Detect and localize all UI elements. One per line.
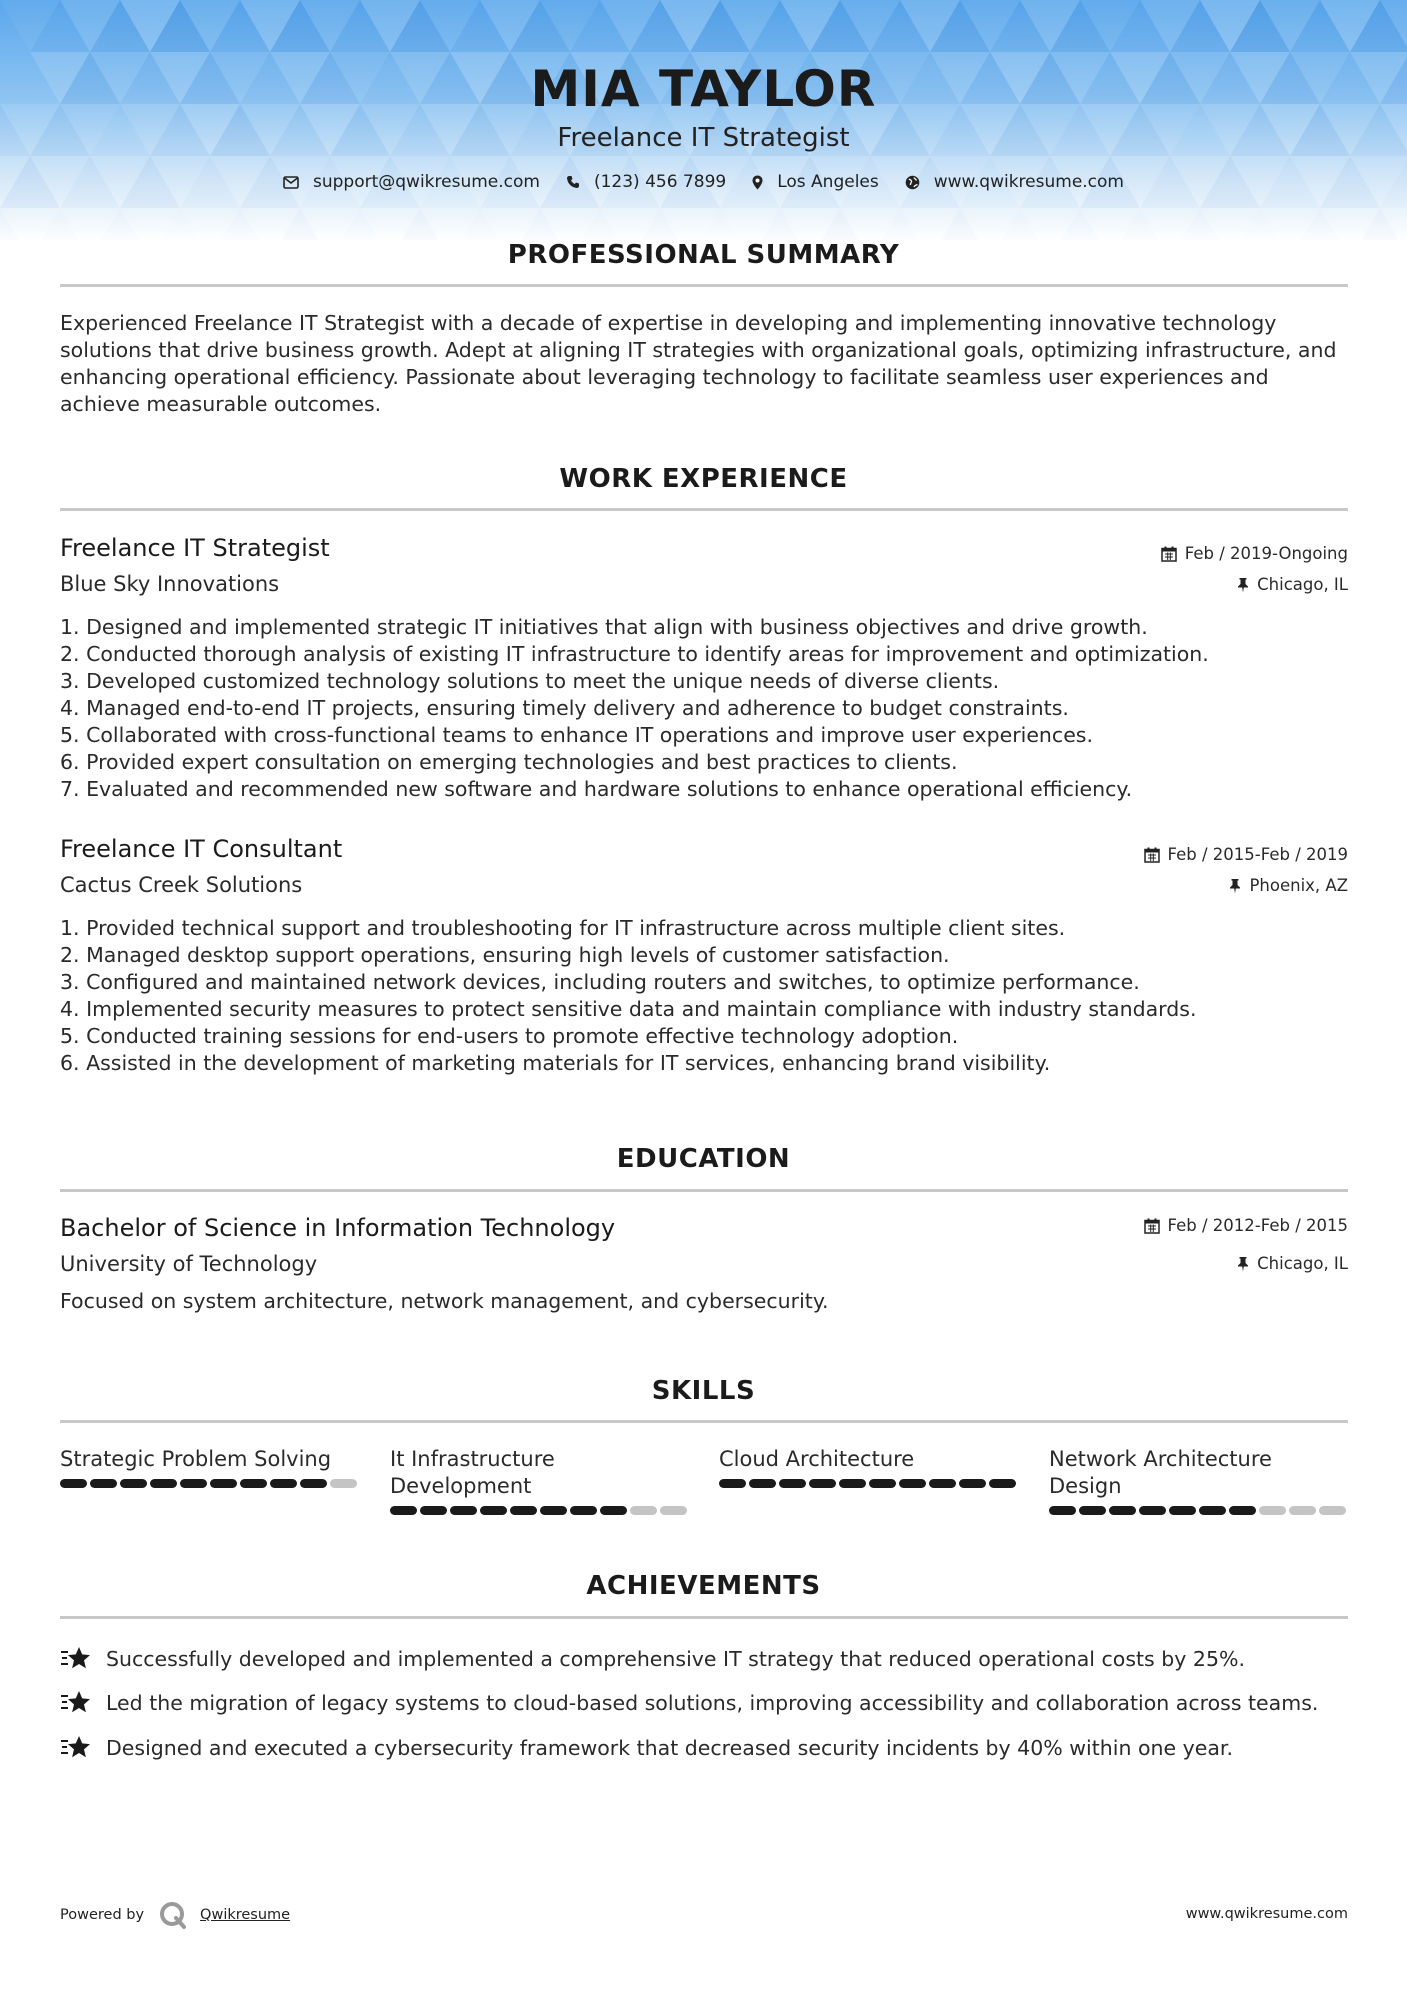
skill-segment-filled — [600, 1506, 627, 1515]
skill-level-bar — [60, 1479, 360, 1488]
education-description: Focused on system architecture, network management, and cybersecurity. — [60, 1289, 829, 1313]
achievement-item — [60, 1734, 1233, 1762]
job-location — [1229, 876, 1348, 895]
qwikresume-link[interactable]: Qwikresume — [200, 1907, 291, 1923]
skill-segment-empty — [330, 1479, 357, 1488]
summary-text: Experienced Freelance IT Strategist with a decade of expertise in developing and implementing innovative technology solutions that drive business growth. Adept at aligning IT strategies with organizational goals, optimizing infrastructure, and enhancing operational efficiency. Passionate about leveraging technology to facilitate seamless user experiences and achieve measurable outcomes. — [60, 311, 1337, 416]
skill-segment-filled — [1139, 1506, 1166, 1515]
section-divider — [60, 1420, 1348, 1423]
section-title-skills: SKILLS — [651, 1376, 756, 1406]
skill-segment-empty — [660, 1506, 687, 1515]
skill-segment-filled — [240, 1479, 267, 1488]
achievement-text: Designed and executed a cybersecurity framework that decreased security incidents by 40% within one year. — [106, 1736, 1233, 1760]
education-dates — [1144, 1216, 1348, 1235]
list-item: 3. Developed customized technology solutions to meet the unique needs of diverse clients. — [60, 669, 1000, 693]
contact-email[interactable] — [283, 172, 540, 192]
job-dates-text: Feb / 2019-Ongoing — [1184, 544, 1348, 563]
education-dates-text: Feb / 2012-Feb / 2015 — [1167, 1216, 1348, 1235]
skill-segment-filled — [210, 1479, 237, 1488]
skill-segment-filled — [1199, 1506, 1226, 1515]
candidate-name: MIA TAYLOR — [530, 60, 877, 118]
skill-segment-empty — [1259, 1506, 1286, 1515]
degree-title: Bachelor of Science in Information Technology — [60, 1214, 616, 1242]
skill-segment-filled — [480, 1506, 507, 1515]
education-location-text: Chicago, IL — [1257, 1254, 1348, 1273]
section-divider — [60, 284, 1348, 287]
skill-segment-empty — [1289, 1506, 1316, 1515]
skill-name: Strategic Problem Solving — [60, 1447, 332, 1471]
email-text: support@qwikresume.com — [313, 172, 540, 192]
list-item: 1. Provided technical support and troubleshooting for IT infrastructure across multiple client sites. — [60, 916, 1066, 940]
list-item: 2. Managed desktop support operations, ensuring high levels of customer satisfaction. — [60, 943, 950, 967]
company-name: Blue Sky Innovations — [60, 572, 280, 596]
list-item: 7. Evaluated and recommended new software and hardware solutions to enhance operational efficiency. — [60, 777, 1133, 801]
job-location-text: Chicago, IL — [1257, 575, 1348, 594]
list-item: 5. Collaborated with cross-functional teams to enhance IT operations and improve user experiences. — [60, 723, 1094, 747]
skill-segment-filled — [450, 1506, 477, 1515]
phone-icon — [566, 175, 580, 189]
achievement-item — [60, 1689, 1318, 1717]
job-location-text: Phoenix, AZ — [1249, 876, 1348, 895]
list-item: 4. Implemented security measures to protect sensitive data and maintain compliance with industry standards. — [60, 997, 1197, 1021]
section-divider — [60, 508, 1348, 511]
website-text: www.qwikresume.com — [933, 172, 1124, 192]
skill-segment-filled — [809, 1479, 836, 1488]
footer-website[interactable]: www.qwikresume.com — [1185, 1906, 1348, 1922]
skill-segment-filled — [570, 1506, 597, 1515]
skill-segment-filled — [300, 1479, 327, 1488]
achievement-item — [60, 1645, 1245, 1673]
skill-level-bar — [1049, 1506, 1349, 1515]
skill-segment-filled — [989, 1479, 1016, 1488]
list-item: 1. Designed and implemented strategic IT initiatives that align with business objectives and drive growth. — [60, 615, 1148, 639]
pushpin-icon — [1237, 1256, 1249, 1272]
footer-powered-by — [60, 1900, 290, 1930]
skill-segment-filled — [779, 1479, 806, 1488]
skill-name: It Infrastructure Development — [390, 1447, 555, 1498]
contact-row — [0, 172, 1407, 192]
skill-segment-filled — [180, 1479, 207, 1488]
job-bullets — [60, 915, 1360, 1077]
map-marker-icon — [752, 175, 763, 190]
skill-segment-filled — [420, 1506, 447, 1515]
globe-icon — [905, 175, 920, 190]
section-divider — [60, 1616, 1348, 1619]
section-title-experience: WORK EXPERIENCE — [559, 464, 848, 494]
contact-phone[interactable] — [566, 172, 726, 192]
skill-name: Cloud Architecture — [719, 1447, 915, 1471]
skill-segment-filled — [150, 1479, 177, 1488]
school-name: University of Technology — [60, 1252, 318, 1276]
skill-segment-filled — [1229, 1506, 1256, 1515]
qwikresume-logo-icon — [158, 1900, 188, 1930]
list-item: 5. Conducted training sessions for end-users to promote effective technology adoption. — [60, 1024, 959, 1048]
skill-name: Network Architecture Design — [1049, 1447, 1272, 1498]
job-dates — [1144, 845, 1348, 864]
skill-segment-filled — [120, 1479, 147, 1488]
skill-segment-filled — [390, 1506, 417, 1515]
phone-text: (123) 456 7899 — [593, 172, 727, 192]
skill-segment-filled — [1169, 1506, 1196, 1515]
skill-segment-filled — [270, 1479, 297, 1488]
envelope-icon — [283, 176, 299, 189]
skill-item — [719, 1446, 1019, 1488]
section-title-achievements: ACHIEVEMENTS — [586, 1571, 821, 1601]
skill-item — [390, 1446, 690, 1515]
star-icon — [60, 1734, 92, 1762]
skill-segment-filled — [869, 1479, 896, 1488]
star-icon — [60, 1645, 92, 1673]
list-item: 6. Provided expert consultation on emerging technologies and best practices to clients. — [60, 750, 958, 774]
skill-segment-empty — [1319, 1506, 1346, 1515]
calendar-icon — [1144, 847, 1160, 863]
skill-segment-filled — [540, 1506, 567, 1515]
job-location — [1237, 575, 1348, 594]
achievement-text: Successfully developed and implemented a comprehensive IT strategy that reduced operational costs by 25%. — [106, 1647, 1245, 1671]
skill-segment-filled — [60, 1479, 87, 1488]
contact-location — [752, 172, 879, 192]
skill-segment-filled — [1049, 1506, 1076, 1515]
resume-header — [0, 58, 1407, 154]
section-title-summary: PROFESSIONAL SUMMARY — [507, 240, 900, 270]
calendar-icon — [1161, 546, 1177, 562]
skill-level-bar — [719, 1479, 1019, 1488]
job-dates-text: Feb / 2015-Feb / 2019 — [1167, 845, 1348, 864]
skill-segment-filled — [90, 1479, 117, 1488]
list-item: 6. Assisted in the development of marketing materials for IT services, enhancing brand visibility. — [60, 1051, 1051, 1075]
pushpin-icon — [1237, 577, 1249, 593]
contact-website[interactable] — [905, 172, 1124, 192]
skill-segment-filled — [749, 1479, 776, 1488]
skill-item — [60, 1446, 360, 1488]
list-item: 4. Managed end-to-end IT projects, ensuring timely delivery and adherence to budget constraints. — [60, 696, 1069, 720]
skill-segment-filled — [1079, 1506, 1106, 1515]
job-bullets — [60, 614, 1360, 803]
skill-segment-filled — [929, 1479, 956, 1488]
skill-segment-filled — [839, 1479, 866, 1488]
list-item: 2. Conducted thorough analysis of existing IT infrastructure to identify areas for improvement and optimization. — [60, 642, 1209, 666]
achievement-text: Led the migration of legacy systems to cloud-based solutions, improving accessibility and collaboration across teams. — [106, 1691, 1319, 1715]
section-divider — [60, 1189, 1348, 1192]
skill-segment-filled — [1109, 1506, 1136, 1515]
skill-level-bar — [390, 1506, 690, 1515]
skill-segment-filled — [959, 1479, 986, 1488]
skill-item — [1049, 1446, 1349, 1515]
section-title-education: EDUCATION — [616, 1144, 791, 1174]
job-title: Freelance IT Consultant — [60, 835, 343, 863]
company-name: Cactus Creek Solutions — [60, 873, 303, 897]
job-dates — [1161, 544, 1348, 563]
education-location — [1237, 1254, 1348, 1273]
pushpin-icon — [1229, 878, 1241, 894]
skill-segment-empty — [630, 1506, 657, 1515]
skill-segment-filled — [510, 1506, 537, 1515]
skill-segment-filled — [719, 1479, 746, 1488]
star-icon — [60, 1689, 92, 1717]
powered-by-text: Powered by — [60, 1907, 145, 1923]
job-title: Freelance IT Strategist — [60, 534, 330, 562]
location-text: Los Angeles — [777, 172, 879, 192]
candidate-role: Freelance IT Strategist — [557, 123, 850, 153]
skill-segment-filled — [899, 1479, 926, 1488]
calendar-icon — [1144, 1218, 1160, 1234]
list-item: 3. Configured and maintained network devices, including routers and switches, to optimize performance. — [60, 970, 1140, 994]
